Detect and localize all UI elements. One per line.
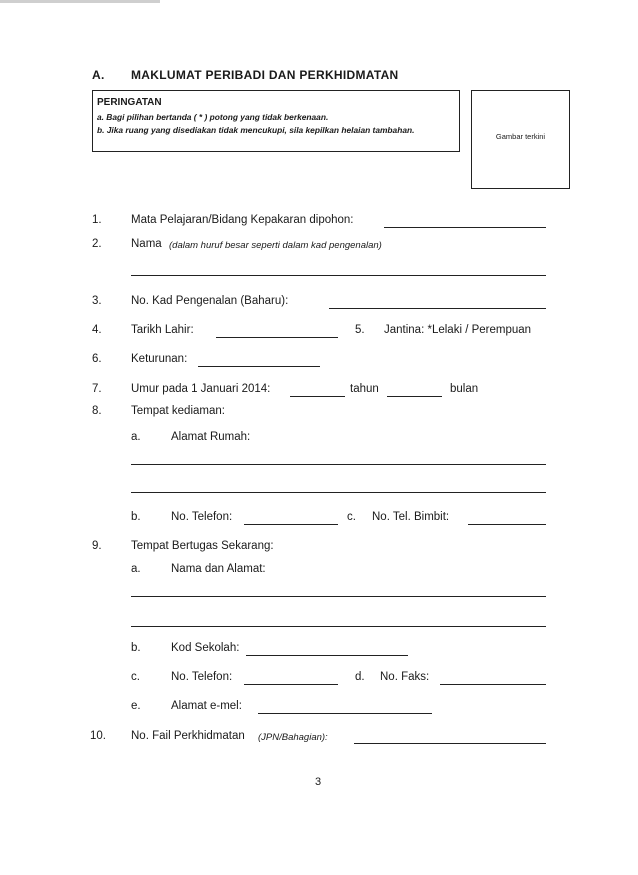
page-number: 3 <box>315 776 322 788</box>
item-6-label: Keturunan: <box>131 353 188 365</box>
item-8c-letter: c. <box>347 511 356 523</box>
item-2-field[interactable] <box>131 275 546 276</box>
item-9a-letter: a. <box>131 563 141 575</box>
item-9d-label: No. Faks: <box>380 671 430 683</box>
item-8b-label: No. Telefon: <box>171 511 233 523</box>
item-2-number: 2. <box>92 238 102 250</box>
item-4-number: 4. <box>92 324 102 336</box>
item-6-field[interactable] <box>198 366 320 367</box>
item-9-number: 9. <box>92 540 102 552</box>
item-4-label: Tarikh Lahir: <box>131 324 194 336</box>
item-9a-field-2[interactable] <box>131 626 546 627</box>
section-title: MAKLUMAT PERIBADI DAN PERKHIDMATAN <box>131 68 399 82</box>
item-9b-label: Kod Sekolah: <box>171 642 240 654</box>
item-7-unit-years: tahun <box>350 383 379 395</box>
warning-note-a: a. Bagi pilihan bertanda ( * ) potong yang tidak berkenaan. <box>97 112 329 122</box>
item-8c-label: No. Tel. Bimbit: <box>372 511 450 523</box>
photo-label: Gambar terkini <box>495 132 546 141</box>
item-7-number: 7. <box>92 383 102 395</box>
item-7-years-field[interactable] <box>290 396 345 397</box>
item-3-field[interactable] <box>329 308 546 309</box>
warning-box <box>92 90 460 152</box>
item-5-label: Jantina: *Lelaki / Perempuan <box>384 324 532 336</box>
item-10-number: 10. <box>90 730 106 742</box>
item-8c-field[interactable] <box>468 524 546 525</box>
item-9d-letter: d. <box>355 671 365 683</box>
item-8a-field-1[interactable] <box>131 464 546 465</box>
item-3-label: No. Kad Pengenalan (Baharu): <box>131 295 289 307</box>
item-9c-label: No. Telefon: <box>171 671 233 683</box>
item-10-note: (JPN/Bahagian): <box>258 732 328 743</box>
item-9a-field-1[interactable] <box>131 596 546 597</box>
section-letter: A. <box>92 68 105 82</box>
item-2-note: (dalam huruf besar seperti dalam kad pengenalan) <box>169 240 382 251</box>
item-9b-letter: b. <box>131 642 141 654</box>
item-4-field[interactable] <box>216 337 338 338</box>
warning-note-b: b. Jika ruang yang disediakan tidak mencukupi, sila kepilkan helaian tambahan. <box>97 125 415 135</box>
scan-edge-mark <box>0 0 160 3</box>
photo-box[interactable] <box>471 90 570 189</box>
item-9b-field[interactable] <box>246 655 408 656</box>
item-7-months-field[interactable] <box>387 396 442 397</box>
item-6-number: 6. <box>92 353 102 365</box>
item-8-number: 8. <box>92 405 102 417</box>
item-10-field[interactable] <box>354 743 546 744</box>
warning-title: PERINGATAN <box>97 97 162 108</box>
item-9e-label: Alamat e-mel: <box>171 700 242 712</box>
item-9c-field[interactable] <box>244 684 338 685</box>
item-8b-field[interactable] <box>244 524 338 525</box>
item-9-label: Tempat Bertugas Sekarang: <box>131 540 274 552</box>
item-8a-field-2[interactable] <box>131 492 546 493</box>
item-9d-field[interactable] <box>440 684 546 685</box>
item-8a-label: Alamat Rumah: <box>171 431 251 443</box>
item-9e-letter: e. <box>131 700 141 712</box>
item-7-label: Umur pada 1 Januari 2014: <box>131 383 271 395</box>
item-10-label: No. Fail Perkhidmatan <box>131 730 245 742</box>
item-8-label: Tempat kediaman: <box>131 405 225 417</box>
item-1-number: 1. <box>92 214 102 226</box>
item-7-unit-months: bulan <box>450 383 479 395</box>
item-1-label: Mata Pelajaran/Bidang Kepakaran dipohon: <box>131 214 354 226</box>
item-8a-letter: a. <box>131 431 141 443</box>
item-9e-field[interactable] <box>258 713 432 714</box>
item-9a-label: Nama dan Alamat: <box>171 563 266 575</box>
item-3-number: 3. <box>92 295 102 307</box>
item-9c-letter: c. <box>131 671 140 683</box>
item-5-number: 5. <box>355 324 365 336</box>
item-8b-letter: b. <box>131 511 141 523</box>
item-1-field[interactable] <box>384 227 546 228</box>
item-2-label: Nama <box>131 238 162 250</box>
